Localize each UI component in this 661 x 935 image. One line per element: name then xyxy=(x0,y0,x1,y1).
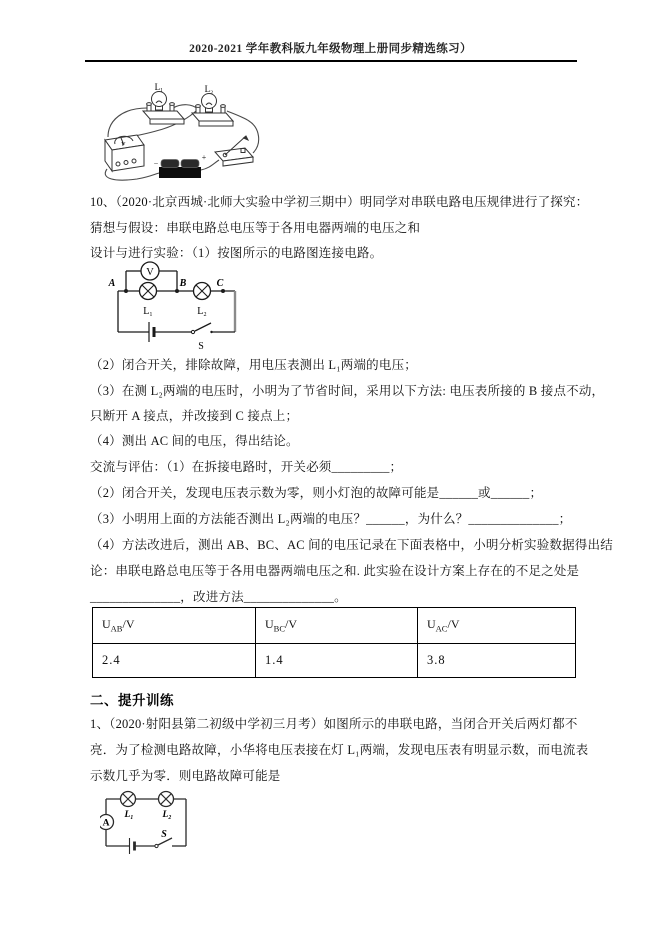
header-divider xyxy=(85,60,577,62)
question-line: ______________，改进方法______________。 xyxy=(90,590,347,604)
question-line: （4）测出 AC 间的电压，得出结论。 xyxy=(90,434,299,448)
switch-label: S xyxy=(198,341,204,352)
question-line: 论：串联电路总电压等于各用电器两端电压之和. 此实验在设计方案上存在的不足之处是 xyxy=(90,564,580,578)
bulb-1-label: L₁ xyxy=(154,82,164,92)
question-line: （4）方法改进后，测出 AB、BC、AC 间的电压记录在下面表格中，小明分析实验数据得出结 xyxy=(90,538,613,552)
lamp-2-label: L₂ xyxy=(162,810,172,820)
table-header-cell xyxy=(418,608,576,644)
table-header-cell xyxy=(256,608,418,644)
header-unit: /V xyxy=(122,617,135,632)
light-bulb-2 xyxy=(192,94,233,127)
table-header-row xyxy=(93,608,576,644)
header-symbol: U xyxy=(102,617,111,632)
table-value-row xyxy=(93,644,576,678)
knife-switch xyxy=(215,136,253,166)
schematic-circuit-1-svg xyxy=(100,259,250,354)
voltmeter-dial-label: V xyxy=(121,141,125,148)
pictorial-circuit-svg xyxy=(97,78,262,190)
question-line: 交流与评估：（1）在拆接电路时，开关必须_________； xyxy=(90,460,403,474)
schematic-circuit-figure-1 xyxy=(100,259,250,354)
lamp-symbol-1 xyxy=(140,283,157,300)
table-value-cell: 3.8 xyxy=(418,644,576,678)
node-b-label: B xyxy=(179,278,187,289)
header-symbol: U xyxy=(427,617,436,632)
switch-symbol xyxy=(191,323,212,334)
schematic-circuit-figure-2 xyxy=(100,790,220,865)
header-subscript: AB xyxy=(110,623,123,634)
battery-pack xyxy=(154,153,207,178)
page-title: 2020-2021 学年教科版九年级物理上册同步精选练习） xyxy=(189,43,472,55)
node-a-dot xyxy=(124,289,128,293)
question-line: 10、（2020·北京西城·北师大实验中学初三期中）明同学对串联电路电压规律进行了探究： xyxy=(90,195,589,209)
question-line: 设计与进行实验：（1）按图所示的电路图连接电路。 xyxy=(90,246,383,260)
node-a-label: A xyxy=(108,278,116,289)
table-value-cell: 2.4 xyxy=(93,644,256,678)
lamp-1-label: L₁ xyxy=(143,306,153,317)
question-line: 亮．为了检测电路故障，小华将电压表接在灯 L₁两端，发现电压表有明显示数，而电流表 xyxy=(90,743,589,757)
ammeter-label: A xyxy=(102,818,110,829)
node-b-dot xyxy=(175,289,179,293)
voltmeter-label: V xyxy=(146,267,154,278)
question-line: 示数几乎为零．则电路故障可能是 xyxy=(90,769,281,783)
bulb-2-label: L₂ xyxy=(204,84,214,94)
node-c-dot xyxy=(221,289,225,293)
question-line: 1、（2020·射阳县第二初级中学初三月考）如图所示的串联电路，当闭合开关后两灯都不 xyxy=(90,717,578,731)
question-line: 只断开 A 接点，并改接到 C 接点上； xyxy=(90,409,299,423)
question-line: （3）在测 L₂两端的电压时，小明为了节省时间，采用以下方法: 电压表所接的 B 接点不动， xyxy=(90,384,605,398)
header-subscript: AC xyxy=(435,623,448,634)
lamp-symbol-2 xyxy=(159,792,174,807)
question-line: （3）小明用上面的方法能否测出 L₂两端的电压？______，为什么？______________； xyxy=(90,512,572,526)
switch-label: S xyxy=(161,829,167,840)
section-heading: 二、提升训练 xyxy=(90,693,174,708)
lamp-symbol-2 xyxy=(194,283,211,300)
table-value-cell: 1.4 xyxy=(256,644,418,678)
battery-minus-label: − xyxy=(153,159,159,168)
header-unit: /V xyxy=(447,617,460,632)
lamp-symbol-1 xyxy=(121,792,136,807)
question-line: 猜想与假设：串联电路总电压等于各用电器两端的电压之和 xyxy=(90,221,421,235)
table-header-cell xyxy=(93,608,256,644)
pictorial-circuit-figure xyxy=(97,78,262,190)
battery-plus-label: + xyxy=(201,153,207,162)
question-line: （2）闭合开关，排除故障，用电压表测出 L₁两端的电压； xyxy=(90,358,417,372)
question-line: （2）闭合开关，发现电压表示数为零，则小灯泡的故障可能是______或______； xyxy=(90,486,543,500)
lamp-1-label: L₁ xyxy=(124,810,134,820)
light-bulb-1 xyxy=(143,92,184,125)
node-c-label: C xyxy=(216,278,224,289)
battery-symbol xyxy=(130,838,135,854)
battery-symbol xyxy=(149,322,154,342)
voltage-table xyxy=(92,607,576,678)
schematic-circuit-2-svg xyxy=(100,790,220,865)
lamp-2-label: L₂ xyxy=(197,306,207,317)
header-subscript: BC xyxy=(273,623,286,634)
header-symbol: U xyxy=(265,617,274,632)
header-unit: /V xyxy=(285,617,298,632)
